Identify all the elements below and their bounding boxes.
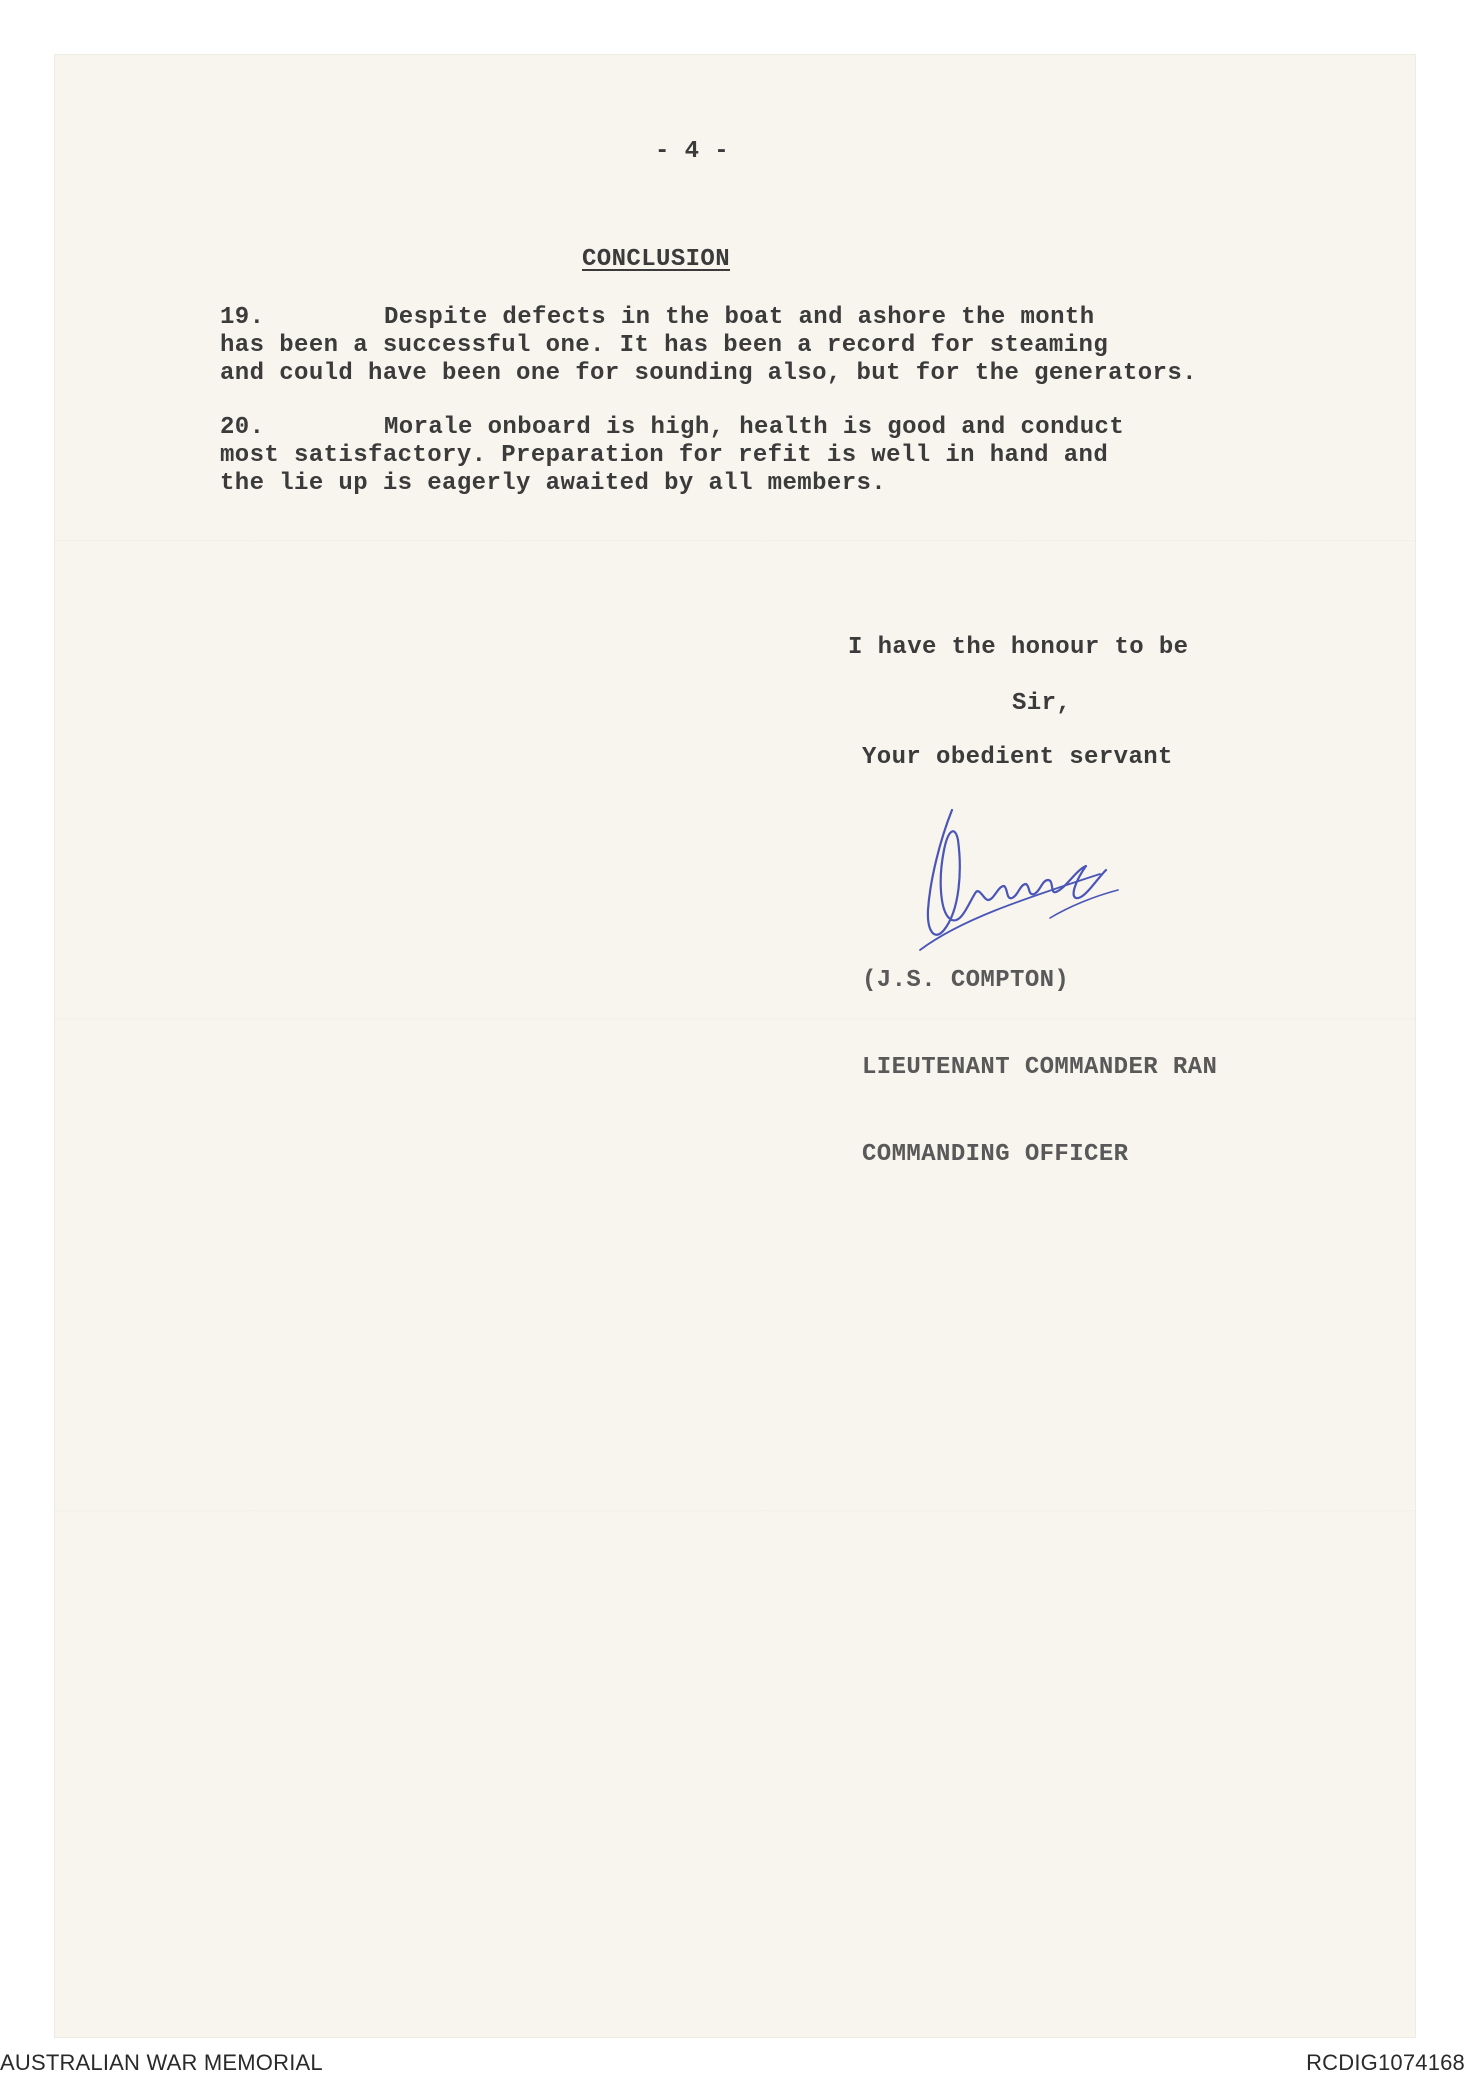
- closing-line: Your obedient servant: [862, 744, 1173, 771]
- paragraph-line: and could have been one for sounding also, but for the generators.: [220, 360, 1197, 387]
- signature-block: [862, 908, 1217, 1198]
- closing-salutation: Sir,: [1012, 690, 1072, 717]
- section-heading: CONCLUSION: [582, 246, 731, 273]
- paragraph-line: has been a successful one. It has been a record for steaming: [220, 332, 1109, 359]
- paragraph-line: the lie up is eagerly awaited by all members.: [220, 470, 887, 497]
- paper-fold: [54, 1510, 1416, 1512]
- paper-fold: [54, 540, 1416, 542]
- paragraph-number: 19.: [220, 304, 265, 331]
- footer-institution: AUSTRALIAN WAR MEMORIAL: [0, 2050, 323, 2075]
- footer-record-id: RCDIG1074168: [1306, 2050, 1465, 2075]
- paragraph-line: Morale onboard is high, health is good and conduct: [384, 414, 1125, 441]
- paragraph-line: Despite defects in the boat and ashore the month: [384, 304, 1095, 331]
- signatory-rank: LIEUTENANT COMMANDER RAN: [862, 1054, 1218, 1081]
- signatory-role: COMMANDING OFFICER: [862, 1141, 1129, 1168]
- paragraph-number: 20.: [220, 414, 265, 441]
- paragraph-19: [220, 304, 1340, 388]
- paragraph-20: [220, 414, 1340, 498]
- signatory-name: (J.S. COMPTON): [862, 967, 1070, 994]
- paragraph-line: most satisfactory. Preparation for refit is well in hand and: [220, 442, 1109, 469]
- page-number: - 4 -: [655, 138, 730, 165]
- closing-line: I have the honour to be: [848, 634, 1189, 661]
